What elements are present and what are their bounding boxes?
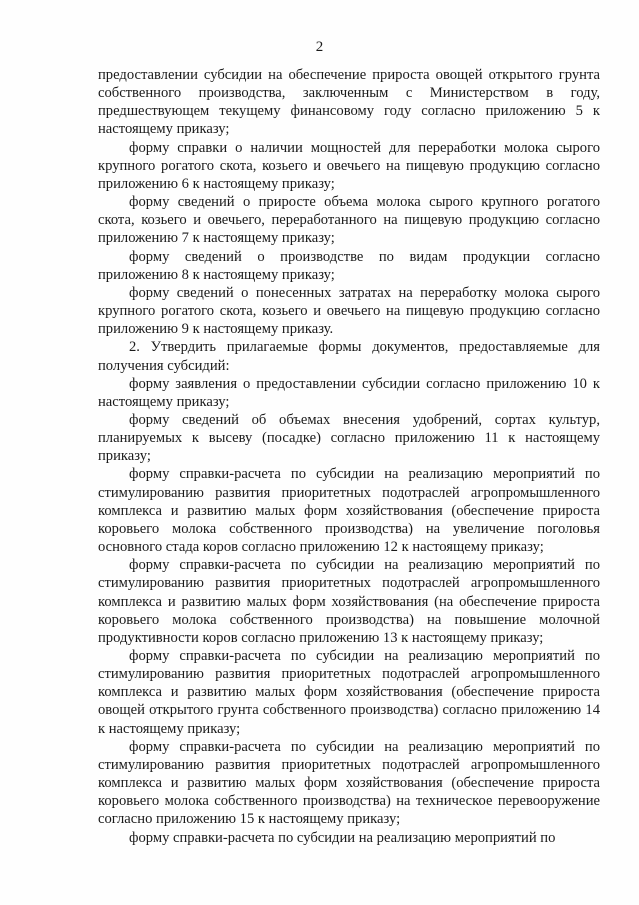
paragraph: форму сведений о производстве по видам продукции согласно приложению 8 к настоящему приказу; bbox=[98, 248, 600, 283]
paragraph-truncated: форму справки-расчета по субсидии на реализацию мероприятий по bbox=[129, 829, 556, 846]
paragraph: форму заявления о предоставлении субсидии согласно приложению 10 к настоящему приказу; bbox=[98, 375, 600, 410]
paragraph: форму сведений о приросте объема молока сырого крупного рогатого скота, козьего и овечьего, переработанного на пищевую продукцию согласно приложению 7 к настоящему приказу; bbox=[98, 194, 600, 247]
paragraph: форму справки о наличии мощностей для переработки молока сырого крупного рогатого скота, козьего и овечьего на пищевую продукцию согласно приложению 6 к настоящему приказу; bbox=[98, 139, 600, 192]
paragraph: форму сведений об объемах внесения удобрений, сортах культур, планируемых к высеву (посадке) согласно приложению 11 к настоящему приказу; bbox=[98, 411, 600, 465]
paragraph: форму справки-расчета по субсидии на реализацию мероприятий по стимулированию развития приоритетных подотраслей агропромышленного комплекса и развитию малых форм хозяйствования (обеспечение прироста коровьего молока собственного производства) на увеличение поголовья основного стада коров согласно приложению 12 к настоящему приказу; bbox=[98, 466, 600, 556]
paragraph-continuation: предоставлении субсидии на обеспечение прироста овощей открытого грунта собственного производства, заключенным с Министерством в году, предшествующем текущему финансовому году согласно приложению 5 к настоящему приказу; bbox=[98, 67, 600, 138]
paragraph-item-2: 2. Утвердить прилагаемые формы документов, предоставляемые для получения субсидий: bbox=[98, 339, 600, 374]
paragraph: форму справки-расчета по субсидии на реализацию мероприятий по стимулированию развития приоритетных подотраслей агропромышленного комплекса и развитию малых форм хозяйствования (обеспечение прироста овощей открытого грунта собственного производства) согласно приложению 14 к настоящему приказу; bbox=[98, 648, 600, 737]
paragraph: форму справки-расчета по субсидии на реализацию мероприятий по стимулированию развития приоритетных подотраслей агропромышленного комплекса и развитию малых форм хозяйствования (обеспечение прироста коровьего молока собственного производства) на техническое перевооружение согласно приложению 15 к настоящему приказу; bbox=[98, 738, 600, 828]
paragraph: форму справки-расчета по субсидии на реализацию мероприятий по стимулированию развития приоритетных подотраслей агропромышленного комплекса и развитию малых форм хозяйствования (на обеспечение прироста коровьего молока собственного производства) на повышение молочной продуктивности коров согласно приложению 13 к настоящему приказу; bbox=[98, 557, 600, 646]
page-number: 2 bbox=[315, 39, 324, 55]
document-body bbox=[98, 66, 600, 847]
paragraph: форму сведений о понесенных затратах на переработку молока сырого крупного рогатого скота, козьего и овечьего на пищевую продукцию согласно приложению 9 к настоящему приказу. bbox=[98, 284, 600, 338]
